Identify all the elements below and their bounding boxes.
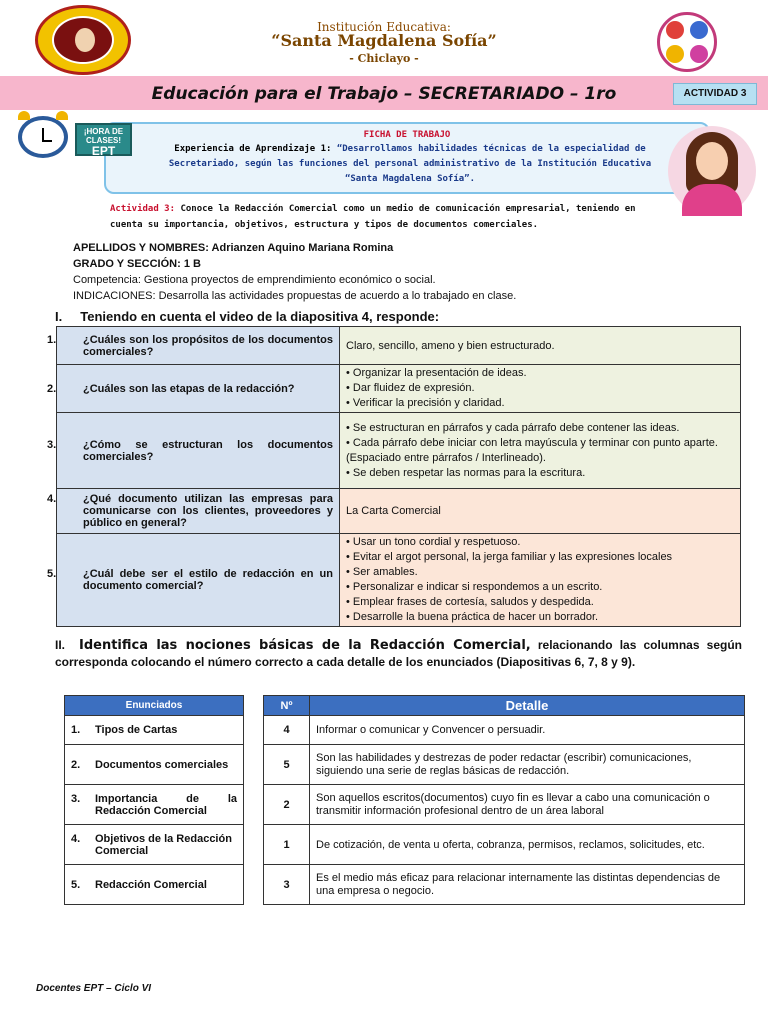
enunciados-header: Enunciados [65, 696, 244, 716]
question-text: ¿Cuáles son los propósitos de los documentos comerciales? [83, 333, 333, 358]
table-row: 3 Es el medio más eficaz para relacionar internamente las distintas dependencias de una empresa o negocio. [264, 865, 745, 905]
school-name: “Santa Magdalena Sofía” [271, 31, 497, 50]
teacher-illustration [668, 126, 756, 216]
enunciados-table [64, 695, 244, 905]
table-row: 4 Informar o comunicar y Convencer o persuadir. [264, 716, 745, 745]
table-row: 1. ¿Cuáles son los propósitos de los documentos comerciales? Claro, sencillo, ameno y bien estructurado. [57, 327, 741, 365]
page-title: Educación para el Trabajo – SECRETARIADO – 1ro [151, 84, 617, 104]
table-row: 5 Son las habilidades y destrezas de poder redactar (escribir) comunicaciones, siguiendo una serie de reglas básicas de redacción. [264, 745, 745, 785]
table-row: 4. Objetivos de la Redacción Comercial [65, 825, 244, 865]
answer-cell: • Usar un tono cordial y respetuoso. • Evitar el argot personal, la jerga familiar y las expresiones locales • Ser amables. • Personalizar e indicar si respondemos a un escrito. • Emplear frases de cortesía, saludos y despedida. • Desarrolle la buena práctica de hacer un borrador. [340, 534, 741, 627]
section-2-instructions: II. Identifica las nociones básicas de la Redacción Comercial, relacionando las columnas según corresponda colocando el número correcto a cada detalle de los enunciados (Diapositivas 6, 7, 8 y 9). [55, 638, 742, 669]
student-name: APELLIDOS Y NOMBRES: Adrianzen Aquino Mariana Romina [73, 242, 394, 254]
school-label: Institución Educativa: [317, 20, 451, 34]
question-text: ¿Cuál debe ser el estilo de redacción en un documento comercial? [83, 568, 333, 592]
answer-number: 2 [264, 785, 310, 825]
table-row: 2. Documentos comerciales [65, 745, 244, 785]
detalle-header: Detalle [310, 696, 745, 716]
table-row: 2 Son aquellos escritos(documentos) cuyo fin es llevar a cabo una comunicación o transmitir información profesional dentro de un área laboral [264, 785, 745, 825]
competencia: Competencia: Gestiona proyectos de emprendimiento económico o social. [73, 274, 436, 286]
indicaciones: INDICACIONES: Desarrolla las actividades propuestas de acuerdo a lo trabajado en clase. [73, 290, 517, 302]
section-1-title: I. Teniendo en cuenta el video de la diapositiva 4, responde: [55, 309, 440, 324]
num-header: Nº [264, 696, 310, 716]
question-text: ¿Cómo se estructuran los documentos comerciales? [83, 438, 333, 463]
school-city: - Chiclayo - [349, 52, 419, 65]
activity-description: Actividad 3: Conoce la Redacción Comercial como un medio de comunicación empresarial, teniendo en cuenta su importancia, objetivos, estructura y tipos de documentos comerciales. [110, 204, 636, 230]
ficha-title: FICHA DE TRABAJO [363, 130, 451, 140]
answer-number: 1 [264, 825, 310, 865]
table-row: 4. ¿Qué documento utilizan las empresas para comunicarse con los clientes, proveedores y público en general? La Carta Comercial [57, 489, 741, 534]
detalle-table [263, 695, 745, 905]
footer-text: Docentes EPT – Ciclo VI [36, 983, 152, 994]
questions-table [47, 326, 741, 627]
table-row: 1 De cotización, de venta u oferta, cobranza, permisos, reclamos, solicitudes, etc. [264, 825, 745, 865]
answer-number: 5 [264, 745, 310, 785]
question-text: ¿Qué documento utilizan las empresas para comunicarse con los clientes, proveedores y público en general? [83, 493, 333, 529]
table-row: 3. ¿Cómo se estructuran los documentos comerciales? • Se estructuran en párrafos y cada párrafo debe contener las ideas. • Cada párrafo debe iniciar con letra mayúscula y terminar con punto aparte. (Espaciado entre párrafos / Interlineado). • Se deben respetar las normas para la escritura. [57, 413, 741, 489]
table-row: 3. Importancia de la Redacción Comercial [65, 785, 244, 825]
table-row: 5. Redacción Comercial [65, 865, 244, 905]
experiencia-text: Experiencia de Aprendizaje 1: “Desarrollamos habilidades técnicas de la especialidad de Secretariado, según las funciones del personal administrativo de la Institución Educativa “Santa Magdalena Sofía”. [168, 144, 652, 184]
hora-de-clases-sign: ¡HORA DE CLASES! EPT [75, 123, 132, 156]
table-row: 2. ¿Cuáles son las etapas de la redacción? • Organizar la presentación de ideas. • Dar fluidez de expresión. • Verificar la precisión y claridad. [57, 365, 741, 413]
question-text: ¿Cuáles son las etapas de la redacción? [83, 382, 295, 395]
table-row: 5. ¿Cuál debe ser el estilo de redacción en un documento comercial? • Usar un tono cordial y respetuoso. • Evitar el argot personal, la jerga familiar y las expresiones locales • Ser amables. • Personalizar e indicar si respondemos a un escrito. • Emplear frases de cortesía, saludos y despedida. • Desarrolle la buena práctica de hacer un borrador. [57, 534, 741, 627]
answer-cell: • Se estructuran en párrafos y cada párrafo debe contener las ideas. • Cada párrafo debe iniciar con letra mayúscula y terminar con punto aparte. (Espaciado entre párrafos / Interlineado). • Se deben respetar las normas para la escritura. [340, 413, 741, 489]
answer-cell: • Organizar la presentación de ideas. • Dar fluidez de expresión. • Verificar la precisión y claridad. [340, 365, 741, 413]
student-grade: GRADO Y SECCIÓN: 1 B [73, 258, 201, 270]
table-row: 1. Tipos de Cartas [65, 716, 244, 745]
alarm-clock-icon [18, 116, 68, 158]
answer-number: 4 [264, 716, 310, 745]
answer-cell: La Carta Comercial [340, 489, 741, 534]
activity-badge: ACTIVIDAD 3 [673, 83, 757, 105]
answer-cell: Claro, sencillo, ameno y bien estructurado. [340, 327, 741, 365]
answer-number: 3 [264, 865, 310, 905]
